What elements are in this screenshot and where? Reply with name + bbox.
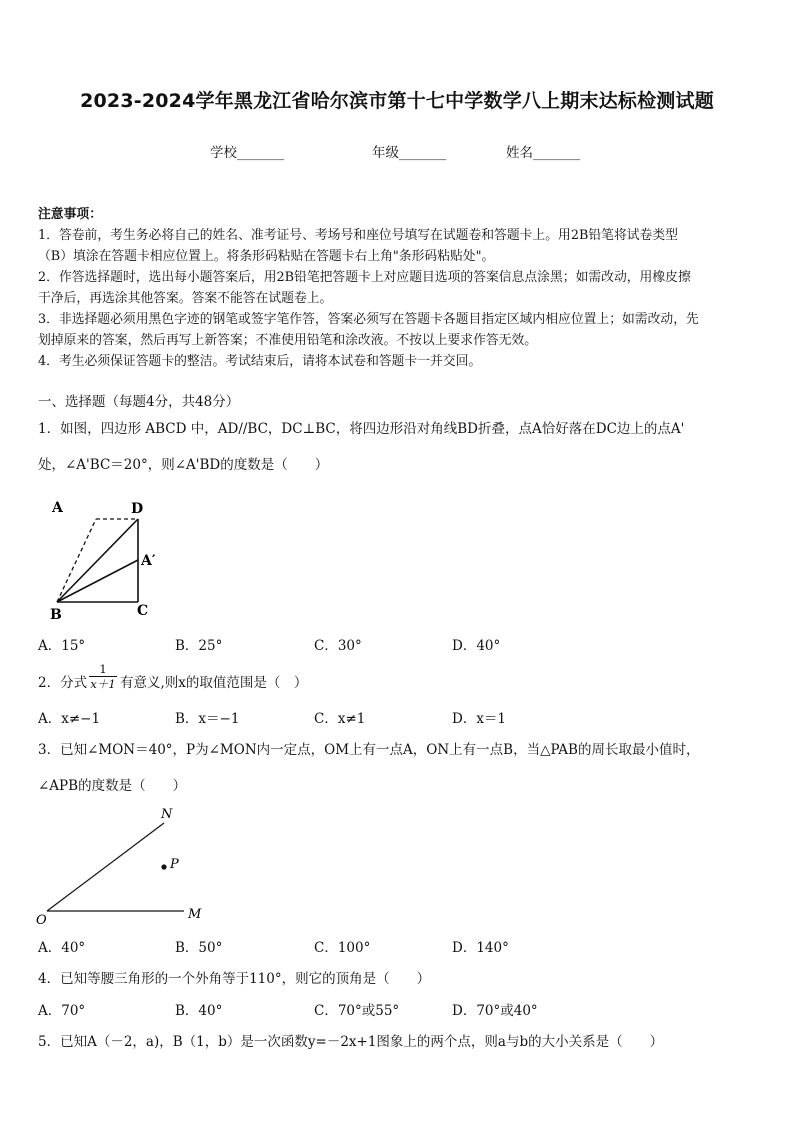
page-title: 2023-2024学年黑龙江省哈尔滨市第十七中学数学八上期末达标检测试题 xyxy=(80,90,714,112)
notice-line-2: （B）填涂在答题卡相应位置上。将条形码粘贴在答题卡右上角"条形码粘贴处"。 xyxy=(38,249,495,264)
label-n: N xyxy=(161,807,173,822)
bd-line xyxy=(57,519,138,602)
q1-option-b: B．25° xyxy=(175,638,223,654)
q2-option-c: C．x≠1 xyxy=(314,711,366,727)
label-c: C xyxy=(137,603,149,619)
label-o: O xyxy=(36,913,47,928)
dashed-ab-line xyxy=(57,519,96,602)
q3-figure xyxy=(34,802,224,930)
section-heading: 一、选择题（每题4分，共48分） xyxy=(38,394,240,410)
q3-option-d: D．140° xyxy=(452,940,509,956)
q3-option-a: A．40° xyxy=(38,940,86,956)
notice-line-7: 4．考生必须保证答题卡的整洁。考试结束后，请将本试卷和答题卡一并交回。 xyxy=(38,354,482,369)
q3-option-c: C．100° xyxy=(314,940,371,956)
notice-line-5: 3．非选择题必须用黑色字迹的钢笔或签字笔作答，答案必须写在答题卡各题目指定区域内相应位置上；如需改动，先 xyxy=(38,312,699,327)
q1-figure xyxy=(38,495,168,625)
notice-heading: 注意事项： xyxy=(38,207,102,222)
q2-fraction xyxy=(88,662,118,691)
point-p xyxy=(161,864,166,869)
q1-option-c: C．30° xyxy=(314,638,362,654)
ray-on xyxy=(47,823,164,911)
label-d: D xyxy=(131,501,144,517)
q3-line-1: 3．已知∠MON＝40°，P为∠MON内一定点，OM上有一点A，ON上有一点B，当△PAB的周长取最小值时， xyxy=(38,742,700,758)
q4-option-b: B．40° xyxy=(175,1003,223,1019)
label-p: P xyxy=(170,857,179,872)
q3-option-b: B．50° xyxy=(175,940,223,956)
q2-option-b: B．x＝−1 xyxy=(175,711,240,727)
q2-fraction-numerator: 1 xyxy=(99,662,107,676)
q4-option-d: D．70°或40° xyxy=(452,1003,538,1019)
label-a-prime: A′ xyxy=(141,553,156,569)
q1-line-2: 处，∠A'BC＝20°，则∠A'BD的度数是（ ） xyxy=(38,457,329,473)
q4-option-c: C．70°或55° xyxy=(314,1003,400,1019)
notice-line-6: 划掉原来的答案，然后再写上新答案；不准使用铅笔和涂改液。不按以上要求作答无效。 xyxy=(38,333,538,348)
ba-prime-line xyxy=(57,560,138,602)
name-field: 姓名_______ xyxy=(506,145,581,161)
label-a: A xyxy=(52,500,63,516)
q2-suffix: 有意义,则x的取值范围是（ ） xyxy=(120,675,308,691)
q3-line-2: ∠APB的度数是（ ） xyxy=(38,778,187,794)
notice-line-1: 1．答卷前，考生务必将自己的姓名、准考证号、考场号和座位号填写在试题卷和答题卡上。用2B铅笔将试卷类型 xyxy=(38,228,678,243)
q4-option-a: A．70° xyxy=(38,1003,86,1019)
q5-line-1: 5．已知A（－2，a)，B（1，b）是一次函数y=－2x+1图象上的两个点，则a与b的大小关系是（ ） xyxy=(38,1034,664,1050)
q1-option-a: A．15° xyxy=(38,638,86,654)
school-field: 学校_______ xyxy=(210,145,285,161)
notice-line-4: 干净后，再选涂其他答案。答案不能答在试题卷上。 xyxy=(38,291,333,306)
notice-line-3: 2．作答选择题时，选出每小题答案后，用2B铅笔把答题卡上对应题目选项的答案信息点涂黑；如需改动，用橡皮擦 xyxy=(38,270,691,285)
label-m: M xyxy=(188,907,202,922)
q2-option-d: D．x＝1 xyxy=(452,711,507,727)
q2-prefix: 2．分式 xyxy=(38,675,88,691)
label-b: B xyxy=(50,607,62,623)
q1-line-1: 1．如图，四边形 ABCD 中，AD//BC，DC⊥BC，将四边形沿对角线BD折叠，点A恰好落在DC边上的点A' xyxy=(38,421,685,437)
q1-option-d: D．40° xyxy=(452,638,501,654)
grade-field: 年级_______ xyxy=(372,145,447,161)
q2-option-a: A．x≠−1 xyxy=(38,711,101,727)
q2-fraction-denominator: x＋1 xyxy=(90,677,116,691)
q4-line-1: 4．已知等腰三角形的一个外角等于110°，则它的顶角是（ ） xyxy=(38,971,431,987)
